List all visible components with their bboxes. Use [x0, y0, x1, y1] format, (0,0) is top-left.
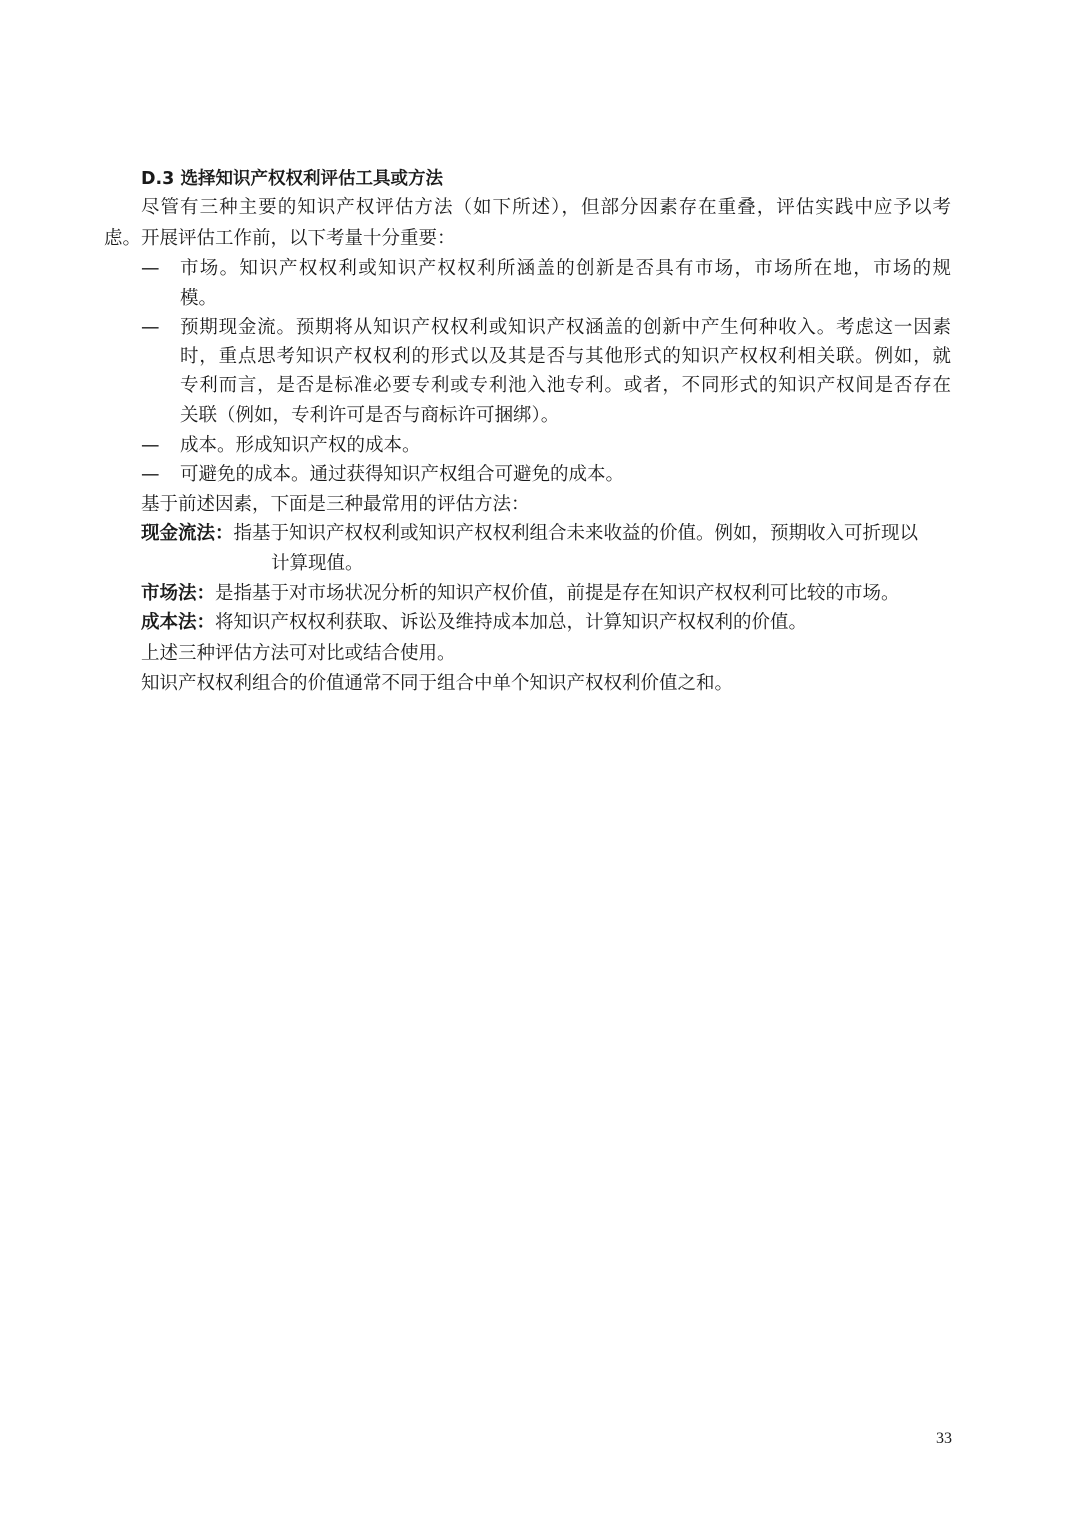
dash-marker: —: [141, 435, 160, 456]
method-term: 市场法：: [141, 583, 216, 604]
bullet-text: 专利而言，是否是标准必要专利或专利池入池专利。或者，不同形式的知识产权间是否存在: [180, 375, 951, 396]
bullet-text: 预期现金流。预期将从知识产权权利或知识产权涵盖的创新中产生何种收入。考虑这一因素: [180, 317, 951, 338]
bullet-text: 可避免的成本。通过获得知识产权组合可避免的成本。: [180, 464, 625, 485]
intro-line-2: 虑。开展评估工作前，以下考量十分重要：: [104, 228, 456, 249]
dash-marker: —: [141, 464, 160, 485]
dash-marker: —: [141, 317, 160, 338]
method-text: 指基于知识产权权利或知识产权权利组合未来收益的价值。例如，预期收入可折现以: [233, 523, 919, 544]
method-text: 计算现值。: [271, 553, 364, 574]
intro-line-1: 尽管有三种主要的知识产权评估方法（如下所述），但部分因素存在重叠，评估实践中应予以考: [141, 197, 951, 218]
bullet-text: 成本。形成知识产权的成本。: [180, 435, 421, 456]
method-term: 成本法：: [141, 612, 216, 633]
section-heading: D.3 选择知识产权权利评估工具或方法: [141, 169, 443, 189]
method-text: 是指基于对市场状况分析的知识产权价值，前提是存在知识产权权利可比较的市场。: [215, 583, 900, 604]
methods-intro: 基于前述因素，下面是三种最常用的评估方法：: [141, 494, 530, 515]
page-number: 33: [936, 1430, 952, 1447]
bullet-text: 时，重点思考知识产权权利的形式以及其是否与其他形式的知识产权权利相关联。例如，就: [180, 346, 951, 367]
method-text: 将知识产权权利获取、诉讼及维持成本加总，计算知识产权权利的价值。: [215, 612, 808, 633]
closing-line: 知识产权权利组合的价值通常不同于组合中单个知识产权权利价值之和。: [141, 673, 734, 694]
closing-line: 上述三种评估方法可对比或结合使用。: [141, 643, 456, 664]
bullet-text: 关联（例如，专利许可是否与商标许可捆绑）。: [180, 405, 560, 426]
bullet-text: 市场。知识产权权利或知识产权权利所涵盖的创新是否具有市场，市场所在地，市场的规: [180, 258, 951, 279]
dash-marker: —: [141, 258, 160, 279]
bullet-text: 模。: [180, 288, 218, 309]
method-term: 现金流法：: [141, 523, 234, 544]
